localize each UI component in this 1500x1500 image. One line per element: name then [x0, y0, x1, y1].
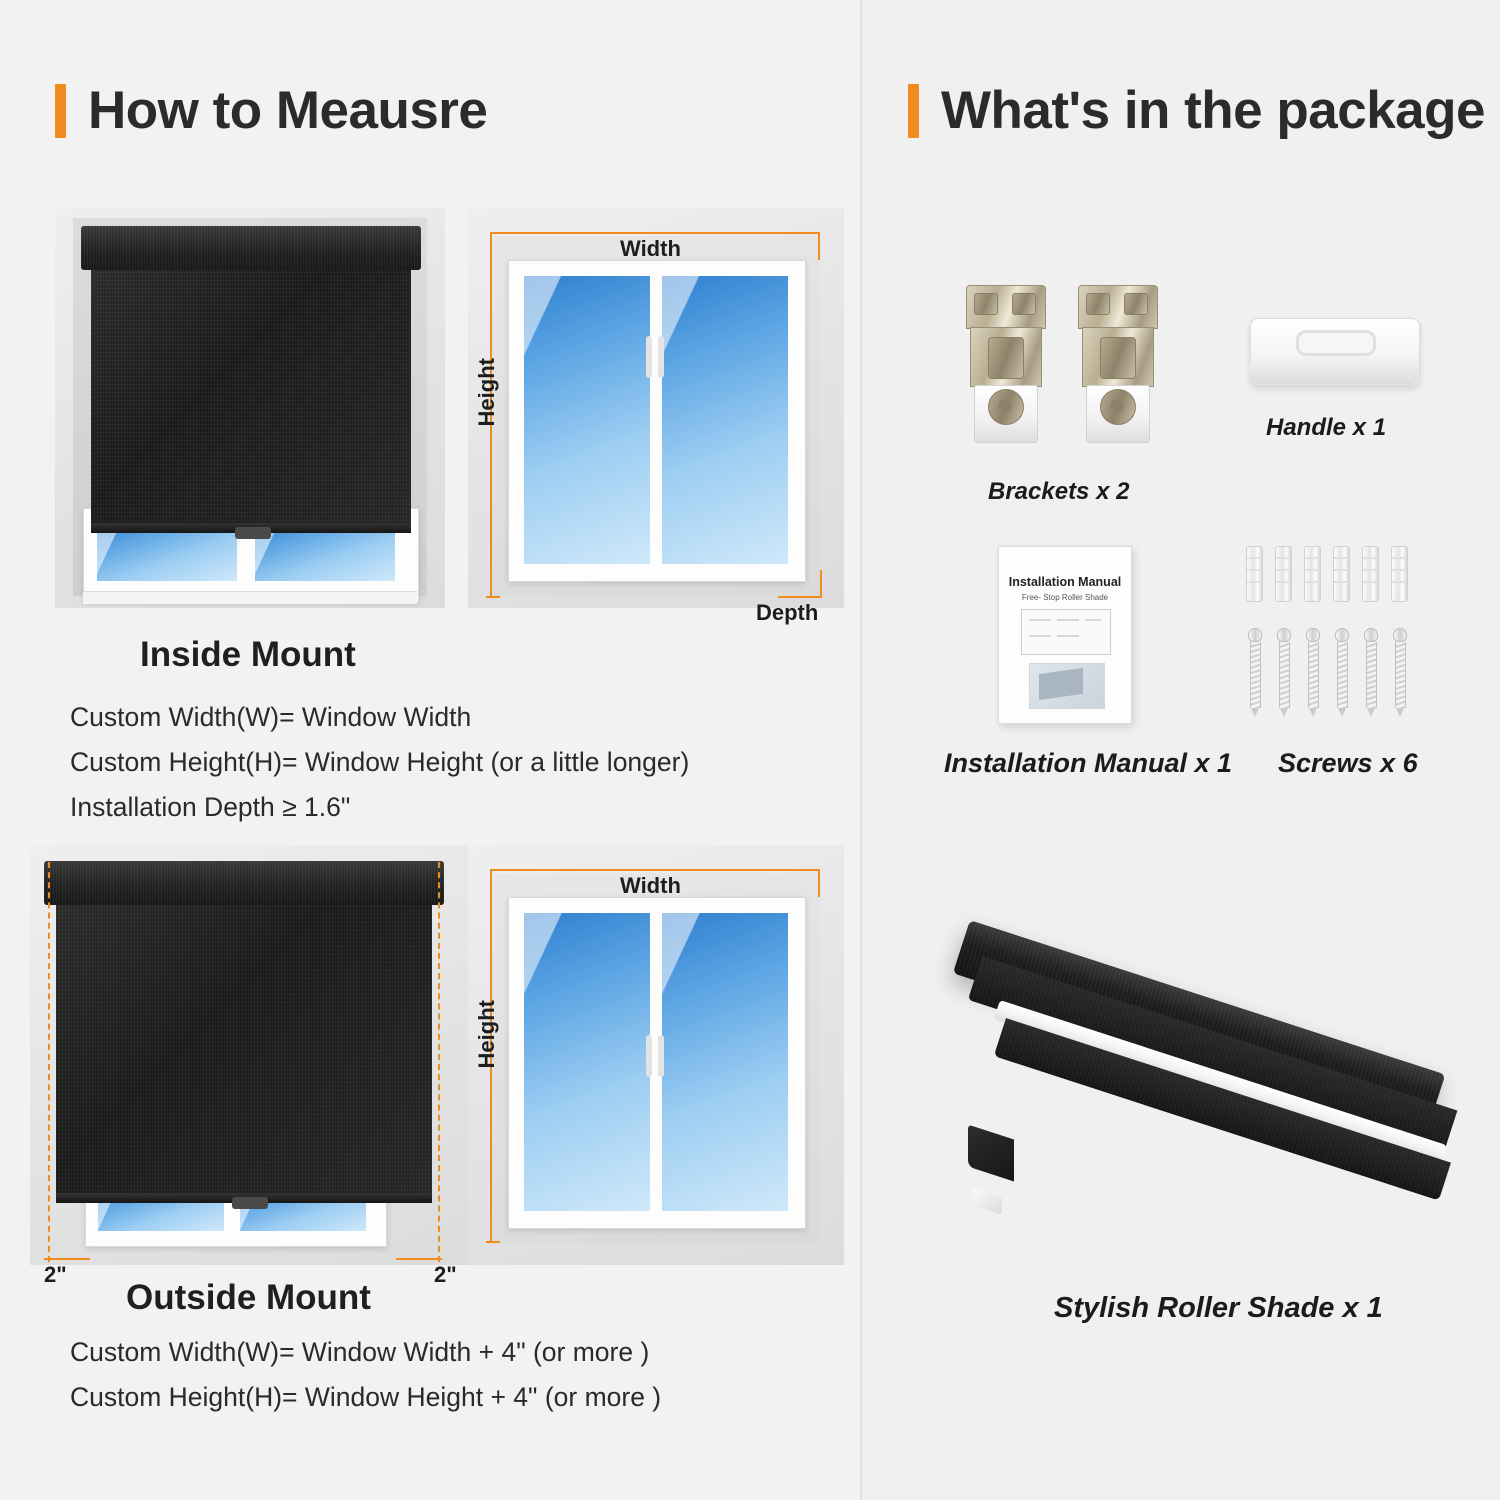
inside-depth-label: Depth [756, 600, 819, 625]
inside-line-2: Custom Height(H)= Window Height (or a little longer) [70, 747, 690, 777]
inside-line-3: Installation Depth ≥ 1.6" [70, 792, 351, 822]
left-heading [55, 80, 487, 141]
screws [1248, 628, 1438, 724]
left-heading-text: How to Meausre [88, 81, 488, 140]
inside-mount-diagram [468, 208, 844, 625]
brackets-label: Brackets x 2 [988, 478, 1130, 505]
outside-extension-dash-right [438, 862, 440, 1262]
column-divider [860, 0, 862, 1500]
width-line [490, 232, 820, 234]
outside-extension-left-label: 2" [44, 1262, 67, 1287]
right-heading [908, 80, 1485, 141]
manual-label: Installation Manual x 1 [944, 748, 1233, 778]
outside-mount-text [70, 1330, 850, 1420]
wall-anchors [1246, 546, 1436, 602]
inside-mount-caption: Inside Mount [140, 635, 356, 674]
outside-width-label: Width [620, 873, 681, 898]
installation-manual [998, 546, 1132, 724]
bracket-2 [1072, 285, 1162, 445]
outside-line-1: Custom Width(W)= Window Width + 4" (or more ) [70, 1337, 650, 1367]
outside-extension-dash-left [48, 862, 50, 1262]
outside-mount-diagram [468, 845, 844, 1265]
outside-mount-photo [30, 845, 470, 1265]
bracket-1 [960, 285, 1050, 445]
handle-label: Handle x 1 [1266, 414, 1387, 441]
handle-part [1250, 318, 1418, 390]
inside-mount-photo [55, 208, 445, 608]
heading-accent-bar [55, 84, 66, 138]
width-mark-right [818, 232, 820, 260]
inside-height-label: Height [474, 358, 499, 427]
screws-label: Screws x 6 [1278, 748, 1418, 778]
outside-extension-right-label: 2" [434, 1262, 457, 1287]
outside-height-label: Height [474, 1000, 499, 1069]
inside-mount-text [70, 695, 830, 830]
inside-line-1: Custom Width(W)= Window Width [70, 702, 472, 732]
heading-accent-bar-2 [908, 84, 919, 138]
roller-shade-product [930, 900, 1480, 1260]
outside-mount-caption: Outside Mount [126, 1278, 371, 1317]
outside-line-2: Custom Height(H)= Window Height + 4" (or more ) [70, 1382, 662, 1412]
roller-shade-label: Stylish Roller Shade x 1 [1054, 1292, 1383, 1324]
depth-line [778, 596, 822, 598]
inside-width-label: Width [620, 236, 681, 261]
manual-subtitle: Free- Stop Roller Shade [1021, 593, 1109, 602]
manual-title: Installation Manual [1008, 575, 1122, 589]
right-heading-text: What's in the package [941, 81, 1486, 140]
